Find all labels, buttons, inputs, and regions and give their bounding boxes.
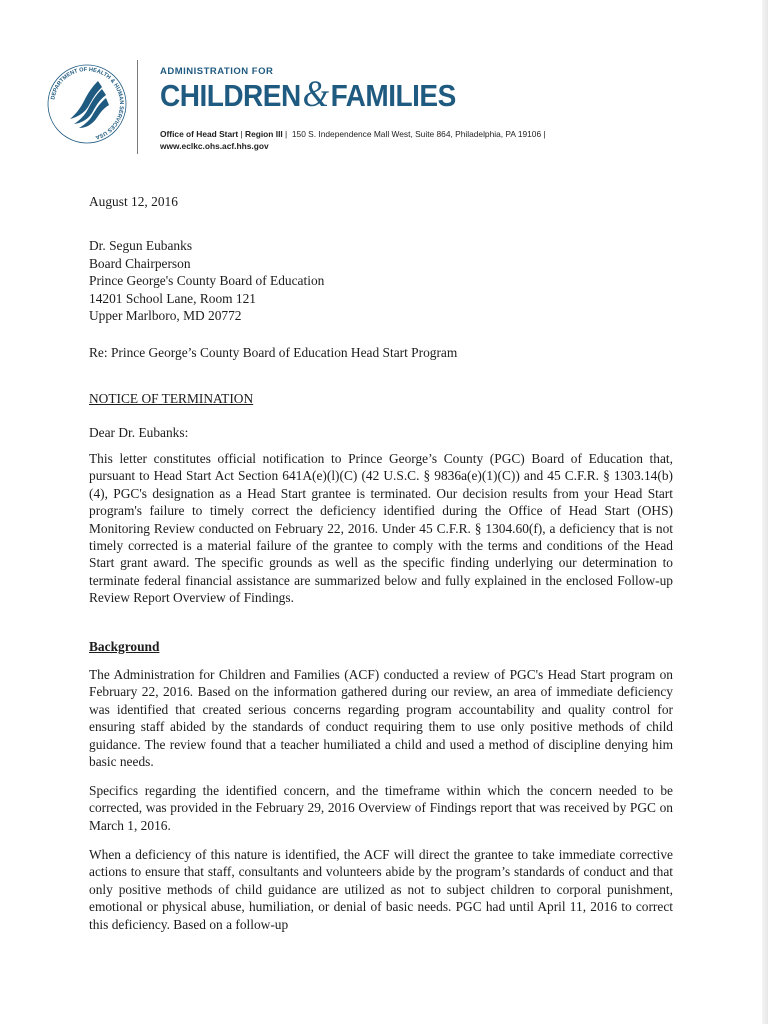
recipient-title: Board Chairperson [89,255,191,271]
office-address-line: Office of Head Start | Region III | 150 S. Independence Mall West, Suite 864, Philadelphia, PA 19106 | [160,129,546,139]
recipient-street: 14201 School Lane, Room 121 [89,290,256,306]
hhs-seal-logo [46,63,128,145]
families-word: FAMILIES [330,79,456,113]
recipient-address [89,237,673,325]
background-heading: Background [89,639,160,654]
paragraph-termination: This letter constitutes official notification to Prince George’s County (PGC) Board of Education that, pursuant to Head Start Act Section 641A(e)(l)(C) (42 U.S.C. § 9836a(e)(1)(C)) and 45 C.F.R. § 1303.14(b)(4), PGC's designation as a Head Start grantee is terminated. Our decision results from your Head Start program's failure to timely correct the deficiency identified during the Office of Head Start (OHS) Monitoring Review conducted on February 22, 2016. Under 45 C.F.R. § 1304.60(f), a deficiency that is not timely corrected is a material failure of the grantee to comply with the terms and conditions of the Head Start grant award. The specific grounds as well as the specific finding underlying our determination to terminate federal financial assistance are summarized below and fully explained in the enclosed Follow-up Review Report Overview of Findings. [89,451,673,606]
website-link: www.eclkc.ohs.acf.hhs.gov [160,141,269,151]
re-line: Re: Prince George’s County Board of Education Head Start Program [89,345,458,360]
paragraph-deficiency: When a deficiency of this nature is identified, the ACF will direct the grantee to take immediate corrective actions to ensure that staff, consultants and volunteers abide by the program’s standards of conduct and that only positive methods of child guidance are utilized as not to subject children to corporal punishment, emotional or physical abuse, humiliation, or denial of basic needs. PGC had until April 11, 2016 to correct this deficiency. Based on a follow-up [89,847,673,932]
notice-title: NOTICE OF TERMINATION [89,391,254,406]
children-word: CHILDREN [160,79,301,113]
region-name: Region III [245,129,283,139]
admin-for-label: ADMINISTRATION FOR [160,66,274,77]
paragraph-review: The Administration for Children and Families (ACF) conducted a review of PGC's Head Start program on February 22, 2016. Based on the information gathered during our review, an area of immediate deficiency was identified that created serious concerns regarding program accountability and quality control for ensuring staff abided by the standards of conduct requiring them to use only positive methods of child guidance. The review found that a teacher humiliated a child and used a method of discipline denying him basic needs. [89,667,673,770]
salutation: Dear Dr. Eubanks: [89,425,189,440]
seal-text: DEPARTMENT OF HEALTH & HUMAN SERVICES USA [50,66,125,140]
recipient-organization: Prince George's County Board of Education [89,273,325,289]
office-name: Office of Head Start [160,129,239,139]
acf-wordmark [160,74,660,115]
letter-date: August 12, 2016 [89,194,178,209]
ampersand-mark: & [302,74,329,115]
scan-edge [762,0,768,1024]
recipient-name: Dr. Segun Eubanks [89,238,193,253]
recipient-city: Upper Marlboro, MD 20772 [89,308,242,324]
office-address: 150 S. Independence Mall West, Suite 864, Philadelphia, PA 19106 [291,129,542,139]
letterhead-divider [137,60,138,154]
acf-brand [160,66,660,115]
paragraph-specifics: Specifics regarding the identified concern, and the timeframe within which the concern needed to be corrected, was provided in the February 29, 2016 Overview of Findings report that was received by PGC on March 1, 2016. [89,783,673,833]
